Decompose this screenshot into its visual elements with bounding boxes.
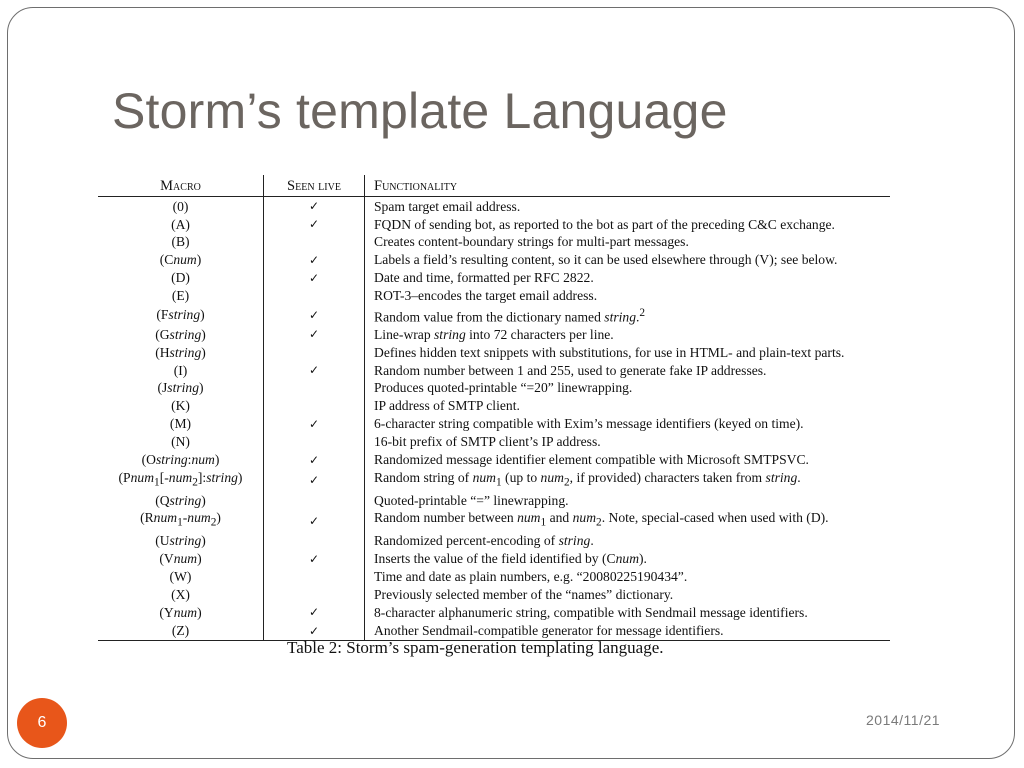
seen-live-cell bbox=[264, 568, 365, 586]
functionality-cell: 8-character alphanumeric string, compatible with Sendmail message identifiers. bbox=[374, 604, 808, 620]
seen-live-cell bbox=[264, 233, 365, 251]
seen-live-cell bbox=[264, 397, 365, 415]
functionality-cell: Previously selected member of the “names” dictionary. bbox=[374, 586, 674, 602]
table-row bbox=[98, 197, 890, 216]
table-row bbox=[98, 325, 890, 343]
table-row bbox=[98, 233, 890, 251]
seen-live-cell bbox=[264, 451, 365, 469]
seen-live-cell bbox=[264, 586, 365, 604]
table-row bbox=[98, 215, 890, 233]
table-row bbox=[98, 343, 890, 361]
functionality-cell: Time and date as plain numbers, e.g. “20080225190434”. bbox=[374, 569, 688, 585]
functionality-cell: Date and time, formatted per RFC 2822. bbox=[374, 270, 594, 286]
checkmark-icon: ✓ bbox=[308, 307, 320, 322]
table-row bbox=[98, 361, 890, 379]
functionality-cell: Randomized message identifier element compatible with Microsoft SMTPSVC. bbox=[374, 452, 809, 468]
checkmark-icon: ✓ bbox=[308, 363, 320, 378]
checkmark-icon: ✓ bbox=[308, 623, 320, 638]
slide-title: Storm’s template Language bbox=[112, 83, 728, 139]
functionality-cell: ROT-3–encodes the target email address. bbox=[374, 288, 598, 304]
seen-live-cell bbox=[264, 603, 365, 621]
seen-live-cell bbox=[264, 379, 365, 397]
table-row bbox=[98, 379, 890, 397]
seen-live-cell bbox=[264, 433, 365, 451]
slide-date: 2014/11/21 bbox=[866, 712, 941, 728]
seen-live-cell bbox=[264, 509, 365, 532]
table-row bbox=[98, 469, 890, 492]
seen-live-cell bbox=[264, 550, 365, 568]
checkmark-icon: ✓ bbox=[308, 605, 320, 620]
checkmark-icon: ✓ bbox=[308, 551, 320, 566]
seen-live-cell bbox=[264, 415, 365, 433]
macro-cell: (0) bbox=[98, 197, 264, 216]
macro-cell: (B) bbox=[98, 233, 264, 251]
header-macro: Macro bbox=[98, 175, 264, 197]
table-row bbox=[98, 586, 890, 604]
macro-cell: (Cnum) bbox=[98, 251, 264, 269]
macro-cell: (Jstring) bbox=[98, 379, 264, 397]
table-row bbox=[98, 568, 890, 586]
macro-cell: (Z) bbox=[98, 621, 264, 641]
checkmark-icon: ✓ bbox=[308, 513, 320, 528]
table-row bbox=[98, 305, 890, 326]
macro-cell: (M) bbox=[98, 415, 264, 433]
macro-cell: (Ostring:num) bbox=[98, 451, 264, 469]
checkmark-icon: ✓ bbox=[308, 270, 320, 285]
header-functionality: Functionality bbox=[365, 175, 891, 197]
seen-live-cell bbox=[264, 532, 365, 550]
macro-cell: (A) bbox=[98, 215, 264, 233]
functionality-cell: IP address of SMTP client. bbox=[374, 398, 520, 414]
seen-live-cell bbox=[264, 251, 365, 269]
macro-cell: (Ustring) bbox=[98, 532, 264, 550]
checkmark-icon: ✓ bbox=[308, 472, 320, 487]
functionality-cell: Inserts the value of the field identified by (Cnum). bbox=[374, 551, 647, 567]
macro-cell: (Gstring) bbox=[98, 325, 264, 343]
checkmark-icon: ✓ bbox=[308, 252, 320, 267]
seen-live-cell bbox=[264, 343, 365, 361]
functionality-cell: Defines hidden text snippets with substitutions, for use in HTML- and plain-text parts. bbox=[374, 344, 845, 360]
functionality-cell: FQDN of sending bot, as reported to the bot as part of the preceding C&C exchange. bbox=[374, 216, 835, 232]
functionality-cell: Line-wrap string into 72 characters per line. bbox=[374, 326, 614, 342]
checkmark-icon: ✓ bbox=[308, 327, 320, 342]
seen-live-cell bbox=[264, 269, 365, 287]
functionality-cell: Produces quoted-printable “=20” linewrapping. bbox=[374, 380, 633, 396]
functionality-cell: 16-bit prefix of SMTP client’s IP address. bbox=[374, 434, 601, 450]
table-row bbox=[98, 251, 890, 269]
table-row bbox=[98, 415, 890, 433]
checkmark-icon: ✓ bbox=[308, 452, 320, 467]
functionality-cell: Random number between num$_1$ and num$_2$. Note, special-cased when used with (D). bbox=[374, 510, 829, 529]
macro-cell: (D) bbox=[98, 269, 264, 287]
table-header-row bbox=[98, 175, 890, 197]
macro-cell: (I) bbox=[98, 361, 264, 379]
table-row bbox=[98, 509, 890, 532]
table-row bbox=[98, 603, 890, 621]
seen-live-cell bbox=[264, 287, 365, 305]
table-row bbox=[98, 491, 890, 509]
macro-cell: (N) bbox=[98, 433, 264, 451]
macro-cell: (Hstring) bbox=[98, 343, 264, 361]
macro-cell: (E) bbox=[98, 287, 264, 305]
macro-table bbox=[98, 175, 890, 641]
seen-live-cell bbox=[264, 215, 365, 233]
macro-cell: (Pnum$_1$[-num$_2$]:string) bbox=[98, 469, 264, 492]
seen-live-cell bbox=[264, 305, 365, 326]
table-body bbox=[98, 197, 890, 641]
macro-cell: (Vnum) bbox=[98, 550, 264, 568]
macro-cell: (K) bbox=[98, 397, 264, 415]
seen-live-cell bbox=[264, 197, 365, 216]
checkmark-icon: ✓ bbox=[308, 416, 320, 431]
macro-cell: (Fstring) bbox=[98, 305, 264, 326]
macro-cell: (Qstring) bbox=[98, 491, 264, 509]
macro-cell: (X) bbox=[98, 586, 264, 604]
seen-live-cell bbox=[264, 469, 365, 492]
functionality-cell: Spam target email address. bbox=[374, 198, 521, 214]
table-row bbox=[98, 287, 890, 305]
functionality-cell: Random string of num$_1$ (up to num$_2$, if provided) characters taken from string. bbox=[374, 469, 801, 489]
functionality-cell: Another Sendmail-compatible generator for message identifiers. bbox=[365, 621, 891, 641]
functionality-cell: Labels a field’s resulting content, so it can be used elsewhere through (V); see below. bbox=[374, 252, 838, 268]
functionality-cell: Creates content-boundary strings for multi-part messages. bbox=[374, 234, 689, 250]
table-row bbox=[98, 433, 890, 451]
functionality-cell: Random number between 1 and 255, used to generate fake IP addresses. bbox=[374, 362, 767, 378]
table-row bbox=[98, 451, 890, 469]
macro-cell: (Rnum$_1$-num$_2$) bbox=[98, 509, 264, 532]
checkmark-icon: ✓ bbox=[308, 217, 320, 231]
table-row bbox=[98, 269, 890, 287]
seen-live-cell bbox=[264, 491, 365, 509]
table-caption: Table 2: Storm’s spam-generation templating language. bbox=[287, 638, 664, 657]
functionality-cell: 6-character string compatible with Exim’s message identifiers (keyed on time). bbox=[374, 416, 804, 432]
seen-live-cell bbox=[264, 361, 365, 379]
checkmark-icon: ✓ bbox=[308, 199, 320, 213]
seen-live-cell bbox=[264, 325, 365, 343]
functionality-cell: Random value from the dictionary named string.$^2$ bbox=[374, 306, 646, 325]
header-seen-live: Seen live bbox=[264, 175, 365, 197]
functionality-cell: Randomized percent-encoding of string. bbox=[374, 533, 594, 549]
table-row bbox=[98, 532, 890, 550]
macro-cell: (W) bbox=[98, 568, 264, 586]
table-row bbox=[98, 550, 890, 568]
page-number-badge: 6 bbox=[17, 698, 67, 748]
functionality-cell: Quoted-printable “=” linewrapping. bbox=[374, 492, 569, 508]
table-row bbox=[98, 397, 890, 415]
macro-cell: (Ynum) bbox=[98, 603, 264, 621]
